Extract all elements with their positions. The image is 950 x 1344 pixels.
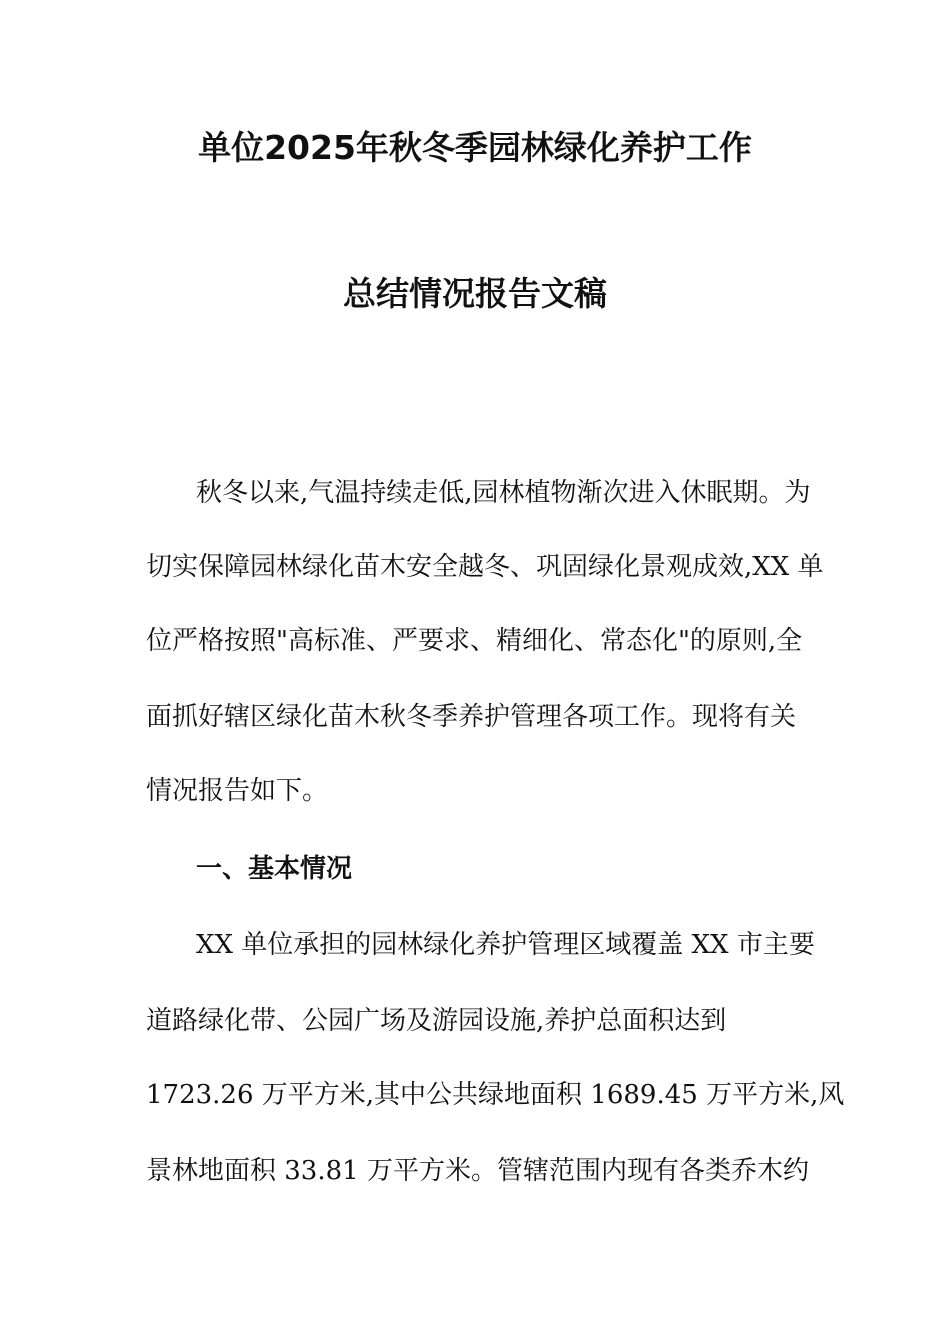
paragraph-2-line: XX 单位承担的园林绿化养护管理区域覆盖 XX 市主要 [196,930,815,960]
paragraph-2-line: 1723.26 万平方米,其中公共绿地面积 1689.45 万平方米,风 [146,1080,845,1110]
paragraph-1-line: 面抓好辖区绿化苗木秋冬季养护管理各项工作。现将有关 [146,702,797,732]
document-title-line-2: 总结情况报告文稿 [343,274,607,313]
paragraph-1-line: 情况报告如下。 [146,776,329,806]
section-heading-basic-situation: 一、基本情况 [196,854,353,884]
paragraph-1-line: 秋冬以来,气温持续走低,园林植物渐次进入休眠期。为 [196,478,811,508]
paragraph-2-line: 道路绿化带、公园广场及游园设施,养护总面积达到 [146,1006,727,1036]
paragraph-1-line: 切实保障园林绿化苗木安全越冬、巩固绿化景观成效,XX 单 [146,552,824,582]
document-title-line-1: 单位2025年秋冬季园林绿化养护工作 [198,128,752,167]
paragraph-2-line: 景林地面积 33.81 万平方米。管辖范围内现有各类乔木约 [146,1156,809,1186]
paragraph-1-line: 位严格按照"高标准、严要求、精细化、常态化"的原则,全 [146,626,803,656]
